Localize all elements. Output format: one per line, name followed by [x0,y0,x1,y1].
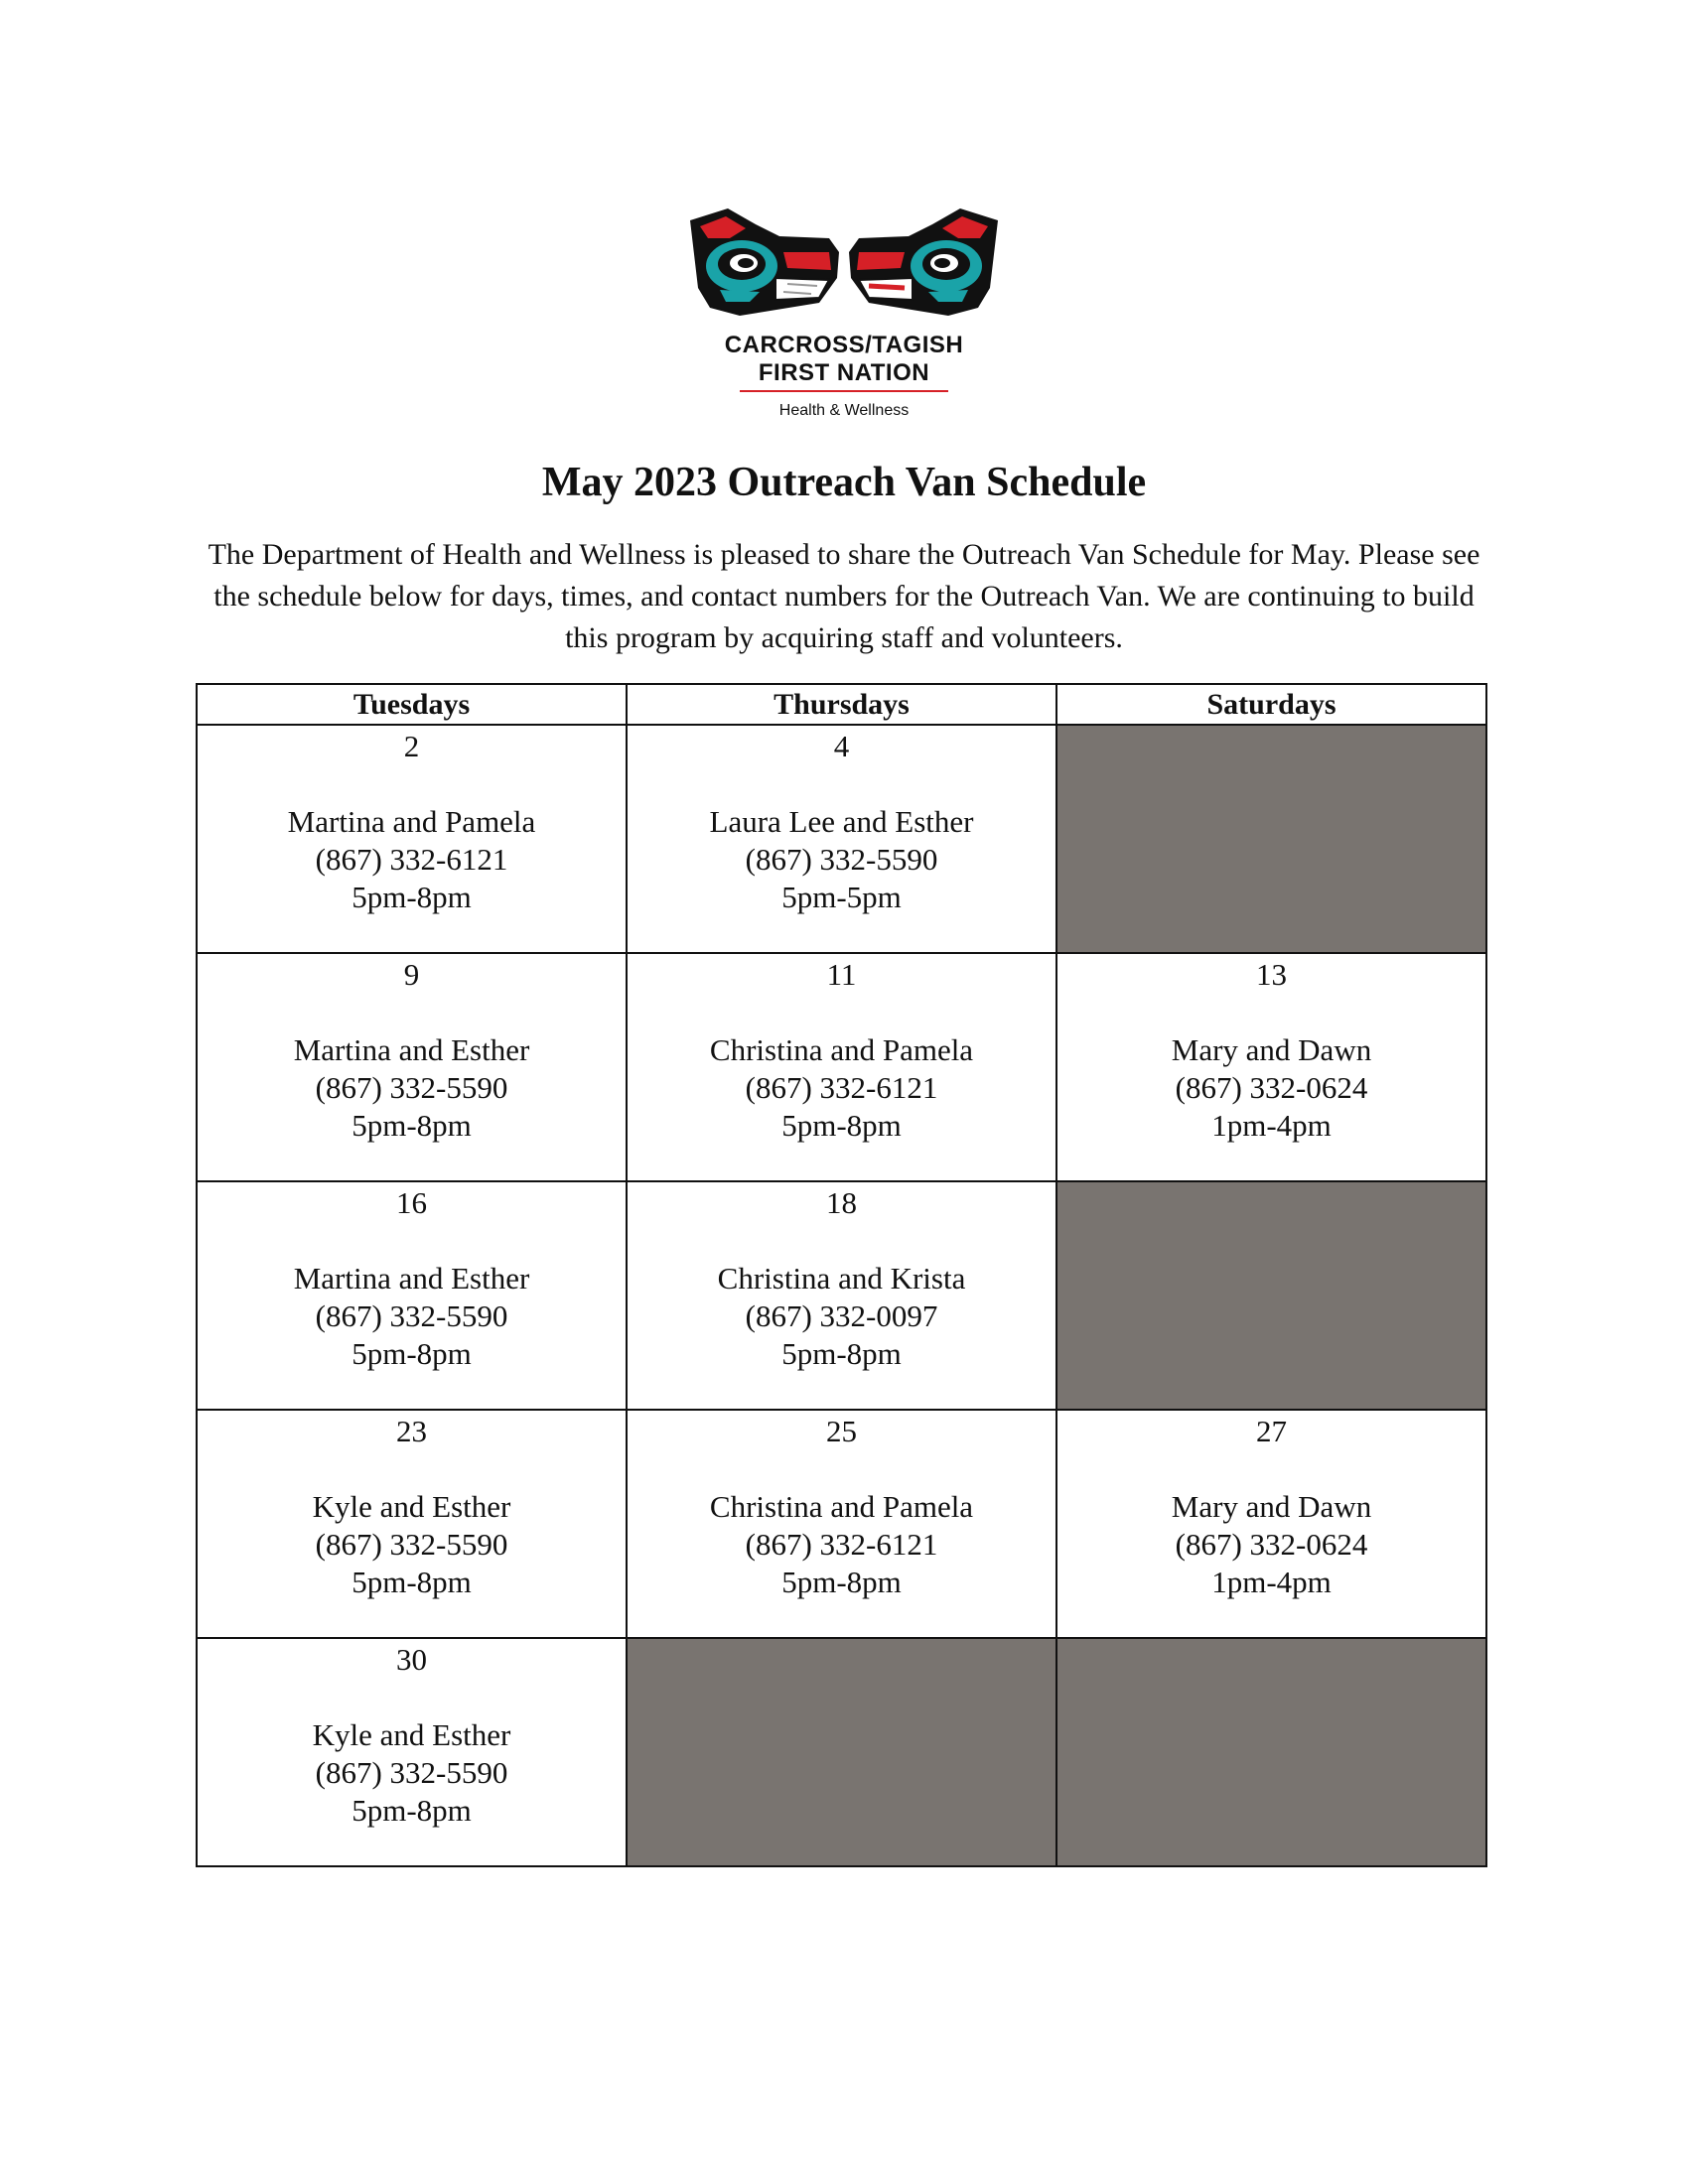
cell-staff-names: Christina and Pamela [709,1032,974,1067]
schedule-body [197,725,1486,1866]
schedule-table [196,683,1487,1867]
cell-hours: 5pm-8pm [352,1793,472,1828]
cell-phone: (867) 332-5590 [315,1755,508,1790]
cell-date: 9 [403,957,420,992]
cell-staff-names: Martina and Esther [293,1032,530,1067]
cell-phone: (867) 332-0624 [1175,1527,1368,1562]
organization-logo [635,208,1053,427]
header-tuesdays: Tuesdays [197,684,627,725]
cell-spacer [628,994,1055,1031]
cell-staff-names: Laura Lee and Esther [709,804,974,839]
cell-staff-names: Mary and Dawn [1171,1032,1372,1067]
cell-phone: (867) 332-0624 [1175,1070,1368,1105]
cell-hours: 5pm-8pm [352,1565,472,1599]
schedule-cell [1056,1410,1486,1638]
schedule-cell [197,1638,627,1866]
cell-spacer [628,1450,1055,1488]
logo-divider [740,390,948,392]
cell-staff-names: Christina and Pamela [709,1489,974,1524]
cell-date: 30 [396,1642,427,1677]
cell-date: 18 [826,1185,857,1220]
cell-hours: 5pm-8pm [781,1565,902,1599]
cell-date: 27 [1256,1414,1287,1448]
cell-date: 13 [1256,957,1287,992]
cell-hours: 5pm-8pm [352,1336,472,1371]
empty-cell [627,1638,1056,1866]
schedule-row [197,1410,1486,1638]
cell-phone: (867) 332-5590 [315,1527,508,1562]
cell-date: 25 [826,1414,857,1448]
cell-hours: 5pm-8pm [781,1336,902,1371]
schedule-cell [197,725,627,953]
cell-phone: (867) 332-0097 [745,1298,938,1333]
cell-phone: (867) 332-6121 [315,842,508,877]
schedule-cell [627,953,1056,1181]
schedule-cell [197,1410,627,1638]
cell-spacer [198,1222,626,1260]
cell-spacer [1057,1450,1485,1488]
cell-date: 16 [396,1185,427,1220]
schedule-row [197,1638,1486,1866]
cell-phone: (867) 332-6121 [745,1070,938,1105]
cell-hours: 5pm-8pm [781,1108,902,1143]
cell-staff-names: Martina and Pamela [287,804,536,839]
logo-text-line2: FIRST NATION [758,359,930,386]
schedule-cell [627,1410,1056,1638]
cell-phone: (867) 332-5590 [745,842,938,877]
cell-spacer [1057,994,1485,1031]
logo-subtitle: Health & Wellness [778,402,910,419]
cell-staff-names: Mary and Dawn [1171,1489,1372,1524]
empty-cell [1056,1638,1486,1866]
logo-text-line1: CARCROSS/TAGISH [724,332,964,358]
intro-paragraph: The Department of Health and Wellness is pleased to share the Outreach Van Schedule for May. Please see the schedule below for days, times, and contact numbers for the Outreach Van. We are continuing to build this program by acquiring staff and volunteers. [208,538,1480,654]
cell-phone: (867) 332-5590 [315,1298,508,1333]
cell-hours: 5pm-8pm [352,1108,472,1143]
cell-date: 23 [396,1414,427,1448]
cell-phone: (867) 332-5590 [315,1070,508,1105]
schedule-header-row [197,684,1486,725]
schedule-row [197,725,1486,953]
schedule-row [197,953,1486,1181]
cell-spacer [198,994,626,1031]
cell-hours: 5pm-5pm [781,880,902,914]
cell-phone: (867) 332-6121 [745,1527,938,1562]
cell-hours: 1pm-4pm [1211,1108,1332,1143]
header-thursdays: Thursdays [627,684,1056,725]
empty-cell [1056,1181,1486,1410]
schedule-row [197,1181,1486,1410]
schedule-cell [627,1181,1056,1410]
schedule-cell [1056,953,1486,1181]
formline-birds-logo-icon [680,208,1008,328]
cell-spacer [198,765,626,803]
schedule-cell [197,953,627,1181]
cell-date: 11 [826,957,857,992]
page-title: May 2023 Outreach Van Schedule [541,460,1147,505]
header-saturdays: Saturdays [1056,684,1486,725]
cell-spacer [628,1222,1055,1260]
cell-hours: 1pm-4pm [1211,1565,1332,1599]
empty-cell [1056,725,1486,953]
schedule-cell [627,725,1056,953]
cell-staff-names: Martina and Esther [293,1261,530,1296]
cell-spacer [628,765,1055,803]
cell-spacer [198,1450,626,1488]
cell-staff-names: Kyle and Esther [312,1717,511,1752]
cell-date: 2 [403,729,420,763]
cell-spacer [198,1679,626,1716]
cell-staff-names: Kyle and Esther [312,1489,511,1524]
cell-hours: 5pm-8pm [352,880,472,914]
cell-staff-names: Christina and Krista [717,1261,966,1296]
schedule-cell [197,1181,627,1410]
cell-date: 4 [833,729,850,763]
